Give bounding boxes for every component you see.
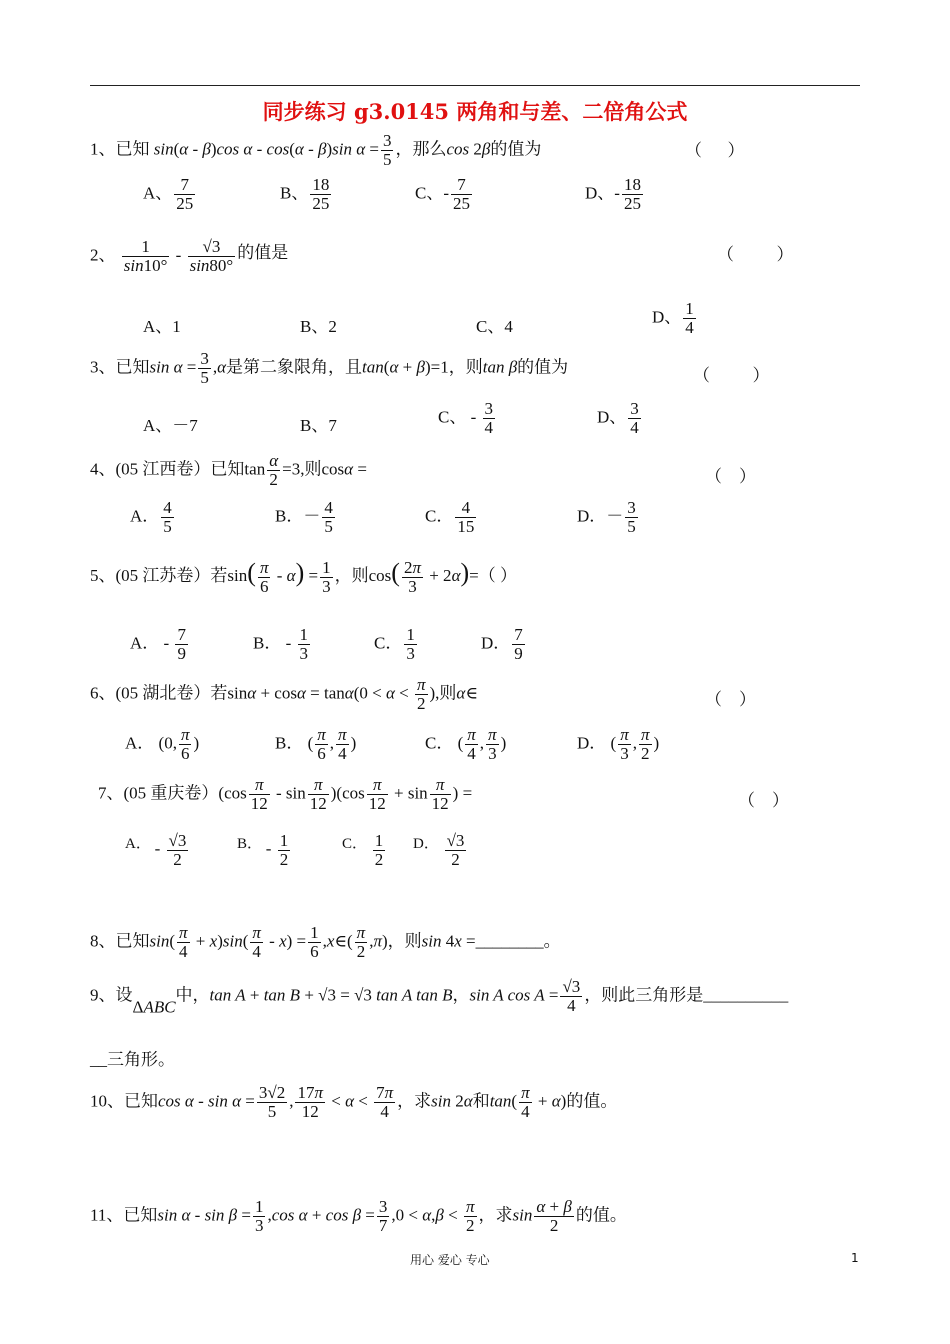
q7-option-d: D． $\frac{√3}{2}$ [413, 831, 465, 869]
q7-option-c: C． $\frac{1}{2}$ [342, 831, 384, 869]
q4-option-b: B．－ $\frac{4}{5}$ [275, 498, 333, 536]
q5-option-a: A． - $\frac{7}{9}$ [130, 625, 186, 663]
q2-option-d: D、 $\frac{1}{4}$ [652, 299, 694, 337]
answer-paren-7: （ ） [738, 791, 789, 810]
header-rule [90, 85, 860, 86]
q3-option-a: A、－7 [143, 416, 198, 435]
q2-option-c: C、4 [476, 317, 513, 336]
question-10: 10、已知cos α - sin α = $\frac{3√2}{5}$ , $\frac{17\pi}{12}$ < α < $\frac{7\pi}{4}$ ，求sin 2α和tan( $\frac{\pi}{4}$ + α)的值。 [90, 1083, 618, 1121]
q1-option-a: A、 $\frac{7}{25}$ [143, 175, 194, 213]
q6-option-d: D． ( $\frac{\pi}{3}$ , $\frac{\pi}{2}$ ) [577, 725, 660, 763]
q7-option-a: A． - $\frac{√3}{2}$ [125, 831, 187, 869]
question-7: 7、(05 重庆卷）(cos $\frac{\pi}{12}$ - sin $\frac{\pi}{12}$ )(cos $\frac{\pi}{12}$ + sin $\frac{\pi}{12}$ ) = [98, 775, 473, 813]
q7-option-b: B． - $\frac{1}{2}$ [237, 831, 289, 869]
q5-option-b: B． - $\frac{1}{3}$ [253, 625, 309, 663]
q1-option-b: B、 $\frac{18}{25}$ [280, 175, 330, 213]
q6-option-c: C． ( $\frac{\pi}{4}$ , $\frac{\pi}{3}$ ) [425, 725, 507, 763]
q5-option-d: D． $\frac{7}{9}$ [481, 625, 523, 663]
page-number: 1 [851, 1251, 859, 1265]
question-6: 6、(05 湖北卷）若sinα + cosα = tanα(0 < α < $\frac{\pi}{2}$ ),则α∈ [90, 675, 478, 713]
answer-paren-2: （ ） [717, 245, 794, 264]
answer-paren-6: （ ） [705, 690, 756, 709]
answer-paren-3: （ ） [693, 366, 770, 385]
question-9-line2: __三角形。 [90, 1050, 175, 1069]
page-title: 同步练习 g3.0145 两角和与差、二倍角公式 [262, 99, 688, 124]
q4-option-d: D．－ $\frac{3}{5}$ [577, 498, 636, 536]
answer-paren-1: （ ） [685, 141, 745, 160]
q3-option-b: B、7 [300, 416, 337, 435]
q1-option-d: D、- $\frac{18}{25}$ [585, 175, 641, 213]
question-9: 9、设ΔABC中，tan A + tan B + √3 = √3 tan A tan B，sin A cos A = $\frac{√3}{4}$ ，则此三角形是__________ [90, 977, 789, 1017]
question-2: 2、 $\frac{1}{\sin 10^\circ}$ - $\frac{√3}{\sin 80^\circ}$ 的值是 [90, 237, 289, 275]
q5-option-c: C． $\frac{1}{3}$ [374, 625, 415, 663]
question-8: 8、已知sin( $\frac{\pi}{4}$ + x)sin( $\frac{\pi}{4}$ - x) = $\frac{1}{6}$ ,x∈( $\frac{\pi}{2}$ ,π)，则sin 4x =________。 [90, 923, 561, 961]
q1-option-c: C、- $\frac{7}{25}$ [415, 175, 471, 213]
q2-option-b: B、2 [300, 317, 337, 336]
question-11: 11、已知sin α - sin β = $\frac{1}{3}$ ,cos α + cos β = $\frac{3}{7}$ ,0 < α,β < $\frac{\pi}{2}$ ，求sin $\frac{\alpha + \beta}{2}$ 的值。 [90, 1197, 627, 1235]
q3-option-c: C、 - $\frac{3}{4}$ [438, 399, 494, 437]
q4-option-a: A． $\frac{4}{5}$ [130, 498, 172, 536]
q6-option-a: A． (0, $\frac{\pi}{6}$ ) [125, 725, 200, 763]
q2-option-a: A、1 [143, 317, 181, 336]
answer-paren-4: （ ） [705, 467, 756, 486]
q4-option-c: C． $\frac{4}{15}$ [425, 498, 475, 536]
question-5: 5、(05 江苏卷）若sin( $\frac{\pi}{6}$ - α) = $\frac{1}{3}$ ，则cos( $\frac{2\pi}{3}$ + 2α)=（ ） [90, 557, 518, 596]
footer-text: 用心 爱心 专心 [410, 1253, 490, 1267]
q6-option-b: B． ( $\frac{\pi}{6}$ , $\frac{\pi}{4}$ ) [275, 725, 357, 763]
q3-option-d: D、 $\frac{3}{4}$ [597, 399, 639, 437]
question-1: 1、已知 sin(α - β)cos α - cos(α - β)sin α = $\frac{3}{5}$ ，那么cos 2β的值为 [90, 131, 542, 169]
question-3: 3、已知sin α = $\frac{3}{5}$ ,α是第二象限角，且tan(α + β)=1，则tan β的值为 [90, 349, 569, 387]
question-4: 4、(05 江西卷）已知tan $\frac{\alpha}{2}$ =3,则cosα = [90, 451, 367, 489]
